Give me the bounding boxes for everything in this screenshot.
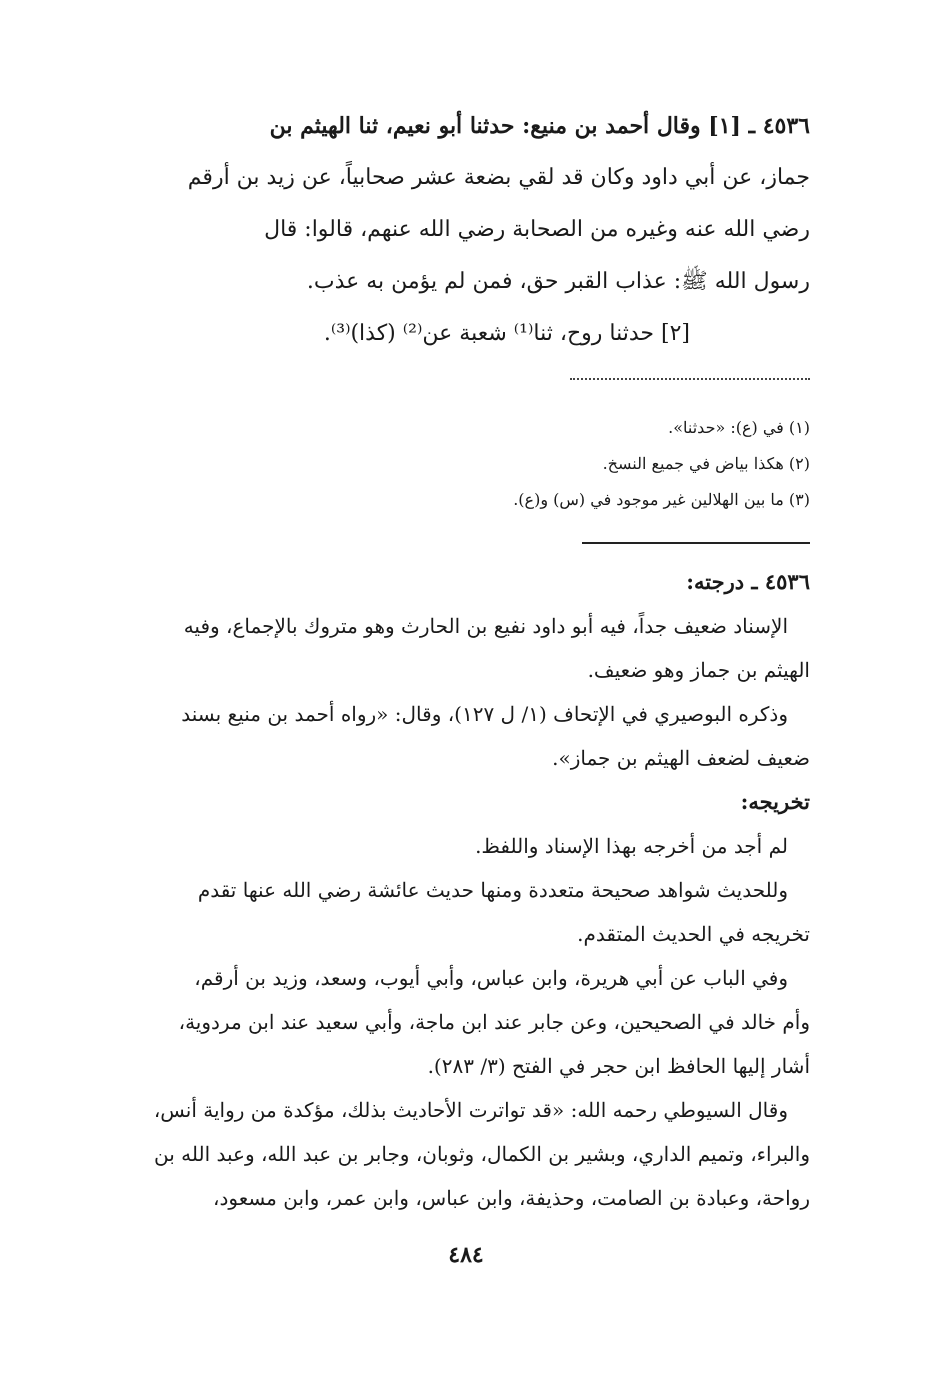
heading-grade: ٤٥٣٦ ـ درجته: bbox=[686, 569, 810, 594]
page-number: ٤٨٤ bbox=[448, 1242, 484, 1268]
hadith-line-5: [٢] حدثنا روح، ثنا⁽¹⁾ شعبة عن⁽²⁾ (كذا)⁽³⁾. bbox=[323, 321, 690, 346]
commentary-p2-line1: وذكره البوصيري في الإتحاف (١/ ل ١٢٧)، وقال: «رواه أحمد بن منيع بسند bbox=[181, 702, 788, 726]
hadith-line-3: رضي الله عنه وغيره من الصحابة رضي الله عنهم، قالوا: قال bbox=[264, 217, 810, 242]
section-divider bbox=[582, 542, 810, 544]
footnote-1: (١) في (ع): «حدثنا». bbox=[668, 418, 810, 437]
commentary bbox=[120, 560, 810, 1220]
commentary-p4-line1: وللحديث شواهد صحيحة متعددة ومنها حديث عائشة رضي الله عنها تقدم bbox=[197, 878, 788, 902]
footnote-separator bbox=[570, 378, 810, 380]
commentary-p5-line1: وفي الباب عن أبي هريرة، وابن عباس، وأبي أيوب، وسعد، وزيد بن أرقم، bbox=[194, 966, 788, 990]
commentary-p6-line1: وقال السيوطي رحمه الله: «قد تواترت الأحاديث بذلك، مؤكدة من رواية أنس، bbox=[153, 1098, 788, 1122]
hadith-line-1: ٤٥٣٦ ـ [١] وقال أحمد بن منيع: حدثنا أبو نعيم، ثنا الهيثم بن bbox=[269, 113, 810, 139]
hadith-line-2: جماز، عن أبي داود وكان قد لقي بضعة عشر صحابياً، عن زيد بن أرقم bbox=[187, 165, 810, 190]
footnote-2: (٢) هكذا بياض في جميع النسخ. bbox=[602, 454, 810, 473]
commentary-p6-line3: رواحة، وعبادة بن الصامت، وحذيفة، وابن عباس، وابن عمر، وابن مسعود، bbox=[213, 1186, 810, 1210]
hadith-text bbox=[120, 100, 810, 360]
commentary-p2-line2: ضعيف لضعف الهيثم بن جماز». bbox=[552, 746, 810, 770]
commentary-p1-line1: الإسناد ضعيف جداً، فيه أبو داود نفيع بن الحارث وهو متروك بالإجماع، وفيه bbox=[183, 614, 788, 638]
commentary-p5-line3: أشار إليها الحافظ ابن حجر في الفتح (٣/ ٢٨٣). bbox=[427, 1054, 810, 1078]
commentary-p4-line2: تخريجه في الحديث المتقدم. bbox=[577, 922, 810, 946]
hadith-line-4: رسول الله ﷺ: عذاب القبر حق، فمن لم يؤمن به عذب. bbox=[306, 269, 810, 294]
commentary-p5-line2: وأم خالد في الصحيحين، وعن جابر عند ابن ماجة، وأبي سعيد عند ابن مردوية، bbox=[178, 1010, 810, 1034]
heading-takhrij: تخريجه: bbox=[740, 789, 810, 814]
commentary-p3: لم أجد من أخرجه بهذا الإسناد واللفظ. bbox=[475, 834, 788, 858]
commentary-p1-line2: الهيثم بن جماز وهو ضعيف. bbox=[587, 658, 810, 682]
commentary-p6-line2: والبراء، وتميم الداري، وبشير بن الكمال، وثوبان، وجابر بن عبد الله، وعبد الله بن bbox=[153, 1142, 810, 1166]
footnote-3: (٣) ما بين الهلالين غير موجود في (س) و(ع). bbox=[513, 490, 810, 509]
footnotes bbox=[120, 410, 810, 518]
